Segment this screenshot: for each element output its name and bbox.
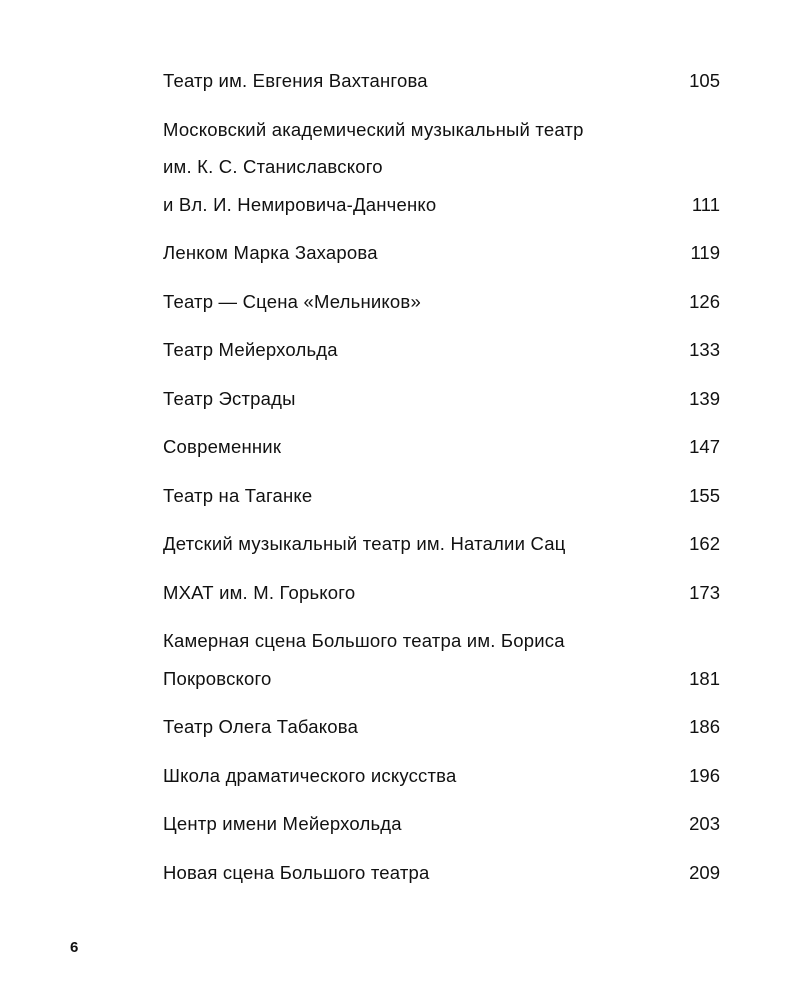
toc-entry-page: 133 [689,339,720,360]
toc-entry[interactable] [163,854,720,892]
toc-entry[interactable] [163,574,720,612]
toc-entry[interactable] [163,111,720,224]
toc-entry-title: МХАТ им. М. Горького [163,581,356,603]
toc-entry-page: 111 [691,193,720,215]
toc-entry-title: Камерная сцена Большого театра им. Бориса [163,630,565,651]
toc-entry[interactable] [163,525,720,563]
toc-entry-page: 209 [689,861,720,883]
toc-entry-page: 105 [689,70,720,91]
toc-entry[interactable] [163,234,720,272]
toc-entry-page: 126 [689,290,720,312]
toc-entry-page: 173 [689,581,720,603]
toc-entry-title: Новая сцена Большого театра [163,861,430,883]
toc-entry[interactable] [163,757,720,795]
toc-entry-title: Театр им. Евгения Вахтангова [163,70,428,91]
toc-entry-title: Театр Мейерхольда [163,339,338,360]
toc-entry-page: 147 [689,436,720,457]
toc-entry-title: Ленком Марка Захарова [163,242,378,263]
toc-entry-page: 139 [689,387,720,409]
toc-entry-title: Современник [163,436,282,457]
toc-entry-page: 186 [689,716,720,737]
toc-entry-title: Театр на Таганке [163,484,313,506]
toc-entry-page: 155 [689,484,720,506]
toc-entry-title: и Вл. И. Немировича-Данченко [163,193,437,215]
toc-entry-page: 162 [689,533,720,554]
page-number: 6 [70,939,79,956]
toc-entry-title: Покровского [163,667,272,689]
toc-entry[interactable] [163,428,720,466]
toc-entry-page: 196 [689,764,720,786]
toc-entry-title: Театр Олега Табакова [163,716,359,737]
toc-entry[interactable] [163,477,720,515]
toc-entry[interactable] [163,708,720,746]
toc-entry-title: Детский музыкальный театр им. Наталии Сац [163,533,566,554]
toc-entry-title: Театр — Сцена «Мельников» [163,290,421,312]
toc-entry-title: Школа драматического искусства [163,764,457,786]
toc-entry-page: 181 [689,667,720,689]
toc-entry-title: им. К. С. Станиславского [163,156,383,177]
toc-entry[interactable] [163,622,720,697]
toc-entry-page: 119 [690,242,720,263]
toc-entry[interactable] [163,380,720,418]
toc-entry-title: Московский академический музыкальный театр [163,118,584,140]
toc-entry[interactable] [163,283,720,321]
toc-entry[interactable] [163,62,720,100]
toc-entry[interactable] [163,805,720,843]
toc-entry-title: Театр Эстрады [163,387,296,409]
toc-entry[interactable] [163,331,720,369]
toc-entry-page: 203 [689,813,720,834]
toc-entry-title: Центр имени Мейерхольда [163,813,402,834]
table-of-contents [163,62,720,902]
